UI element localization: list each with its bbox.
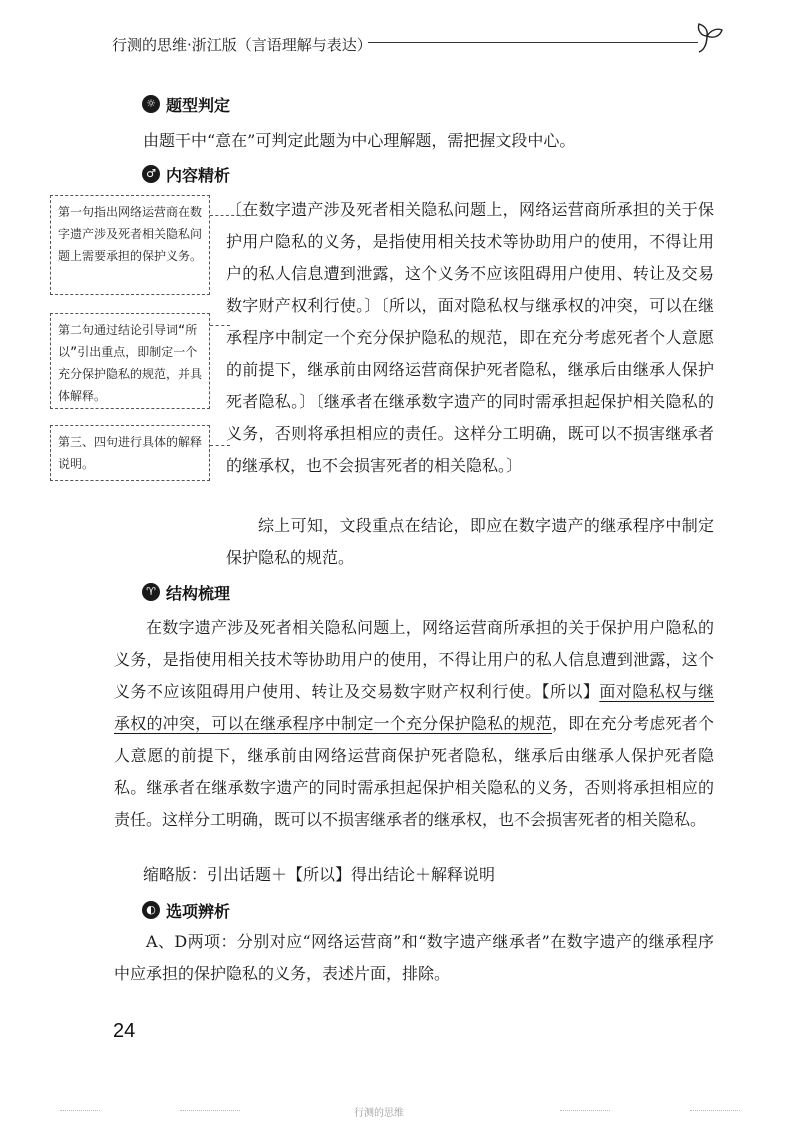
option-analysis-text: A、D两项：分别对应“网络运营商”和“数字遗产继承者”在数字遗产的继承程序中应承担的保护隐私的义务，表述片面，排除。 (114, 932, 714, 983)
margin-note: 第一句指出网络运营商在数字遗产涉及死者相关隐私问题上需要承担的保护义务。 (50, 195, 210, 295)
book-title: 行测的思维·浙江版（言语理解与表达） (112, 36, 372, 54)
condensed-version: 缩略版：引出话题＋【所以】得出结论＋解释说明 (143, 865, 496, 884)
structure-paragraph (114, 612, 714, 836)
question-type-text: 由题干中“意在”可判定此题为中心理解题，需把握文段中心。 (143, 131, 576, 150)
analysis-paragraph: 〔在数字遗产涉及死者相关隐私问题上，网络运营商所承担的关于保护用户隐私的义务，是指使用相关技术等协助用户的使用，不得让用户的私人信息遭到泄露，这个义务不应该阻碍用户使用、转让及交易数字财产权利行使。〕〔所以，面对隐私权与继承权的冲突，可以在继承程序中制定一个充分保护隐私的规范，即在充分考虑死者个人意愿的前提下，继承前由网络运营商保护死者隐私，继承后由继承人保护死者隐私。〕〔继承者在继承数字遗产的同时需承担起保护相关隐私的义务，否则将承担相应的责任。这样分工明确，既可以不损害继承者的继承权，也不会损害死者的相关隐私。〕 (226, 200, 714, 475)
sprout-icon (695, 14, 725, 54)
section-heading-structure (142, 580, 230, 604)
page-number: 24 (113, 1020, 136, 1042)
analysis-summary: 综上可知，文段重点在结论，即应在数字遗产的继承程序中制定保护隐私的规范。 (226, 516, 714, 567)
aries-icon: ♈ (142, 583, 160, 601)
scan-artifact (690, 1110, 740, 1112)
conclusion-marker: 【所以】 (541, 682, 600, 701)
header-rule (368, 42, 698, 43)
section-title: 题型判定 (166, 95, 231, 115)
scan-artifact (60, 1110, 100, 1112)
key-conclusion: 面对隐私权与继承权的冲突，可以在继承程序中制定一个充分保护隐私的规范 (114, 682, 714, 733)
structure-text: ，即在充分考虑死者个人意愿的前提下，继承前由网络运营商保护死者隐私，继承后由继承人保护死者隐私。继承者在继承数字遗产的同时需承担起保护相关隐私的义务，否则将承担相应的责任。这样分工明确，既可以不损害继承者的继承权，也不会损害死者的相关隐私。 (114, 714, 714, 829)
scan-artifact (180, 1110, 240, 1112)
structure-text: 在数字遗产涉及死者相关隐私问题上，网络运营商所承担的关于保护用户隐私的义务，是指使用相关技术等协助用户的使用，不得让用户的私人信息遭到泄露，这个义务不应该阻碍用户使用、转让及交易数字财产权利行使。 (114, 618, 714, 701)
scan-artifact (560, 1110, 610, 1112)
section-title: 结构梳理 (166, 583, 231, 603)
margin-note: 第三、四句进行具体的解释说明。 (50, 425, 210, 481)
margin-note: 第二句通过结论引导词“所以”引出重点，即制定一个充分保护隐私的规范，并具体解释。 (50, 313, 210, 409)
running-header (112, 30, 712, 60)
sun-icon: ☼ (142, 95, 160, 113)
section-heading-option-analysis (142, 898, 230, 922)
section-heading-content-analysis (142, 162, 230, 186)
section-title: 内容精析 (166, 165, 231, 185)
footer-watermark: 行测的思维 (354, 1108, 404, 1119)
male-sign-icon: ♂ (142, 165, 160, 183)
half-circle-icon: ◐ (142, 901, 160, 919)
section-title: 选项辨析 (166, 901, 231, 921)
section-heading-question-type (142, 92, 230, 116)
